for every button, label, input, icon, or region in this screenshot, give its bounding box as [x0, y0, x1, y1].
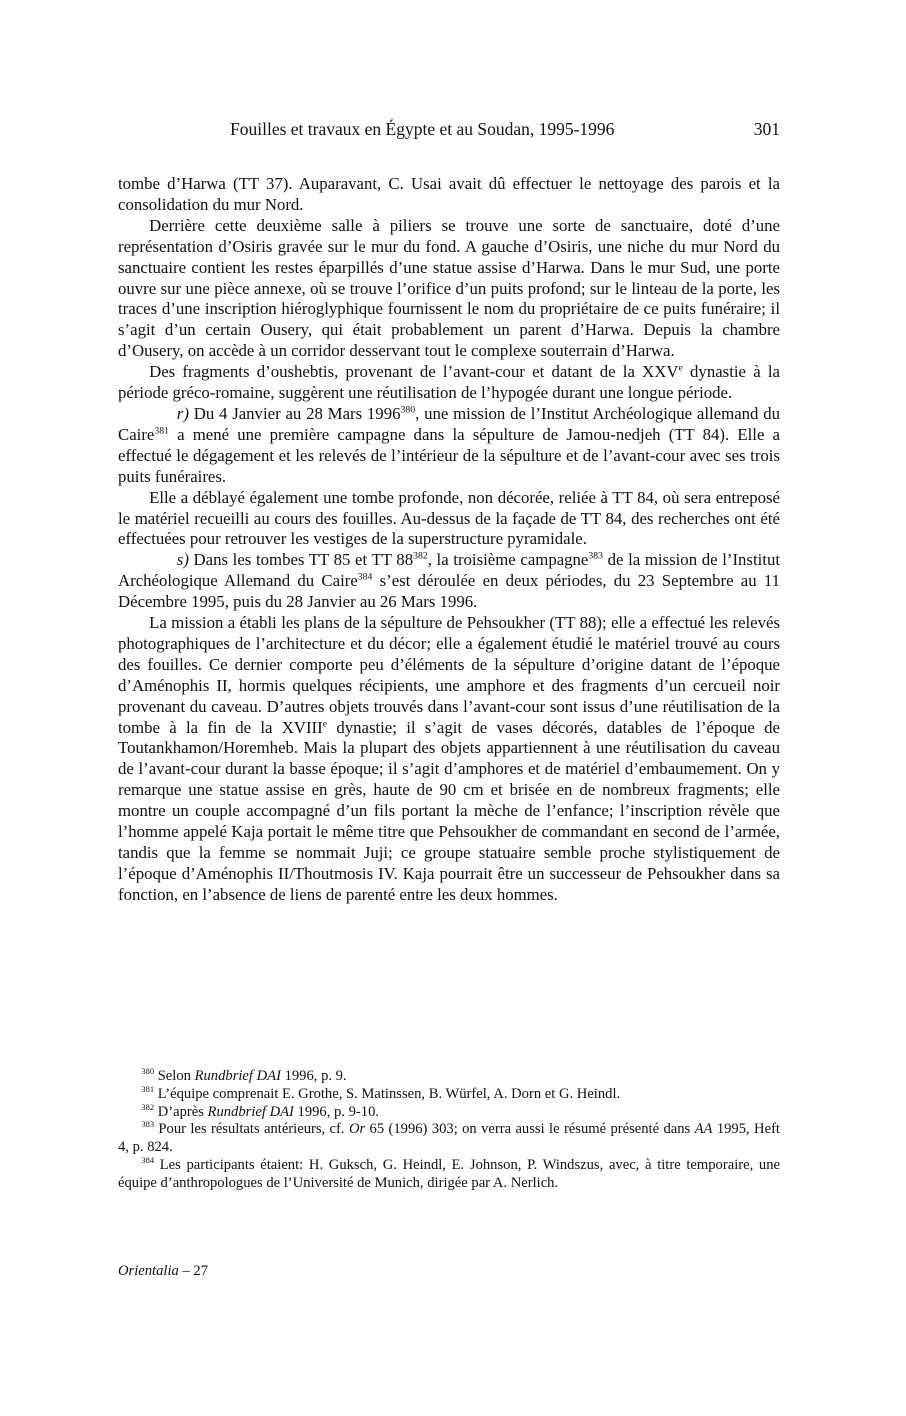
main-text [118, 174, 780, 906]
paragraph-text: , la troisième campagne [427, 550, 589, 570]
superscript: e [322, 717, 328, 729]
footnote-number: 384 [141, 1155, 155, 1166]
footnote-text: Pour les résultats antérieurs, cf. [154, 1121, 349, 1138]
footnote-text: 65 (1996) 303; on verra aussi le résumé présenté dans [365, 1121, 695, 1138]
footnote-381 [118, 1083, 780, 1104]
footnote-text: D’après [154, 1103, 208, 1120]
paragraph-text: Dans les tombes TT 85 et TT 88 [188, 550, 414, 570]
page-number: 301 [753, 119, 780, 139]
footnote-ref: 382 [413, 550, 428, 562]
footnote-number: 383 [141, 1119, 155, 1130]
paragraph-text: Des fragments d’oushebtis, provenant de l’avant-cour et datant de la XXV [149, 362, 679, 382]
paragraph [118, 613, 780, 906]
footnote-text: 1996, p. 9. [280, 1068, 347, 1084]
footnote-380 [118, 1068, 780, 1086]
paragraph [118, 488, 780, 551]
footnote-text: Selon [154, 1068, 195, 1084]
paragraph [118, 174, 780, 216]
section-s-paragraph [118, 550, 780, 613]
footer-separator: – [178, 1263, 194, 1279]
footnote-number: 382 [141, 1101, 155, 1112]
paragraph-text: Derrière cette deuxième salle à piliers se trouve une sorte de sanctuaire, doté d’une représentation d’Osiris gravée sur le mur du fond. A gauche d’Osiris, une niche du mur Nord du sanctuaire contient les restes éparpillés d’une statue assise d’Harwa. Dans le mur Sud, une porte ouvre sur une pièce annexe, où se trouve l’orifice d’un puits profond; sur le linteau de la porte, les traces d’une inscription hiéroglyphique fournissent le nom du propriétaire de ce puits funéraire; il s’agit d’un certain Ousery, qui était probablement un parent d’Harwa. Depuis la chambre d’Ousery, on accède à un corridor desservant tout le complexe souterrain d’Harwa. [118, 215, 780, 361]
running-title: Fouilles et travaux en Égypte et au Soudan, 1995-1996 [230, 119, 615, 139]
paragraph-text: de la mission de l’Institut Archéologique Allemand du Caire [118, 550, 780, 591]
footnote-ref: 383 [588, 550, 603, 562]
signature-number: 27 [193, 1263, 208, 1279]
section-marker: s) [176, 550, 189, 570]
footnote-ref: 384 [357, 571, 373, 583]
footnote-382 [118, 1101, 780, 1122]
footnote-383 [118, 1121, 780, 1157]
footnote-text: L’équipe comprenait E. Grothe, S. Matinssen, B. Würfel, A. Dorn et G. Heindl. [154, 1085, 621, 1102]
paragraph [118, 362, 780, 404]
section-r-paragraph [118, 404, 780, 488]
paragraph-text: dynastie à la période gréco-romaine, suggèrent une réutilisation de l’hypogée durant une longue période. [118, 362, 780, 403]
footnote-text: 1995, Heft 4, p. 824. [118, 1121, 780, 1156]
paragraph-text: Du 4 Janvier au 28 Mars 1996 [188, 403, 401, 423]
footnote-ref: 381 [154, 425, 169, 437]
paragraph-text: , une mission de l’Institut Archéologique allemand du Caire [118, 403, 780, 444]
paragraph-text: s’est déroulée en deux périodes, du 23 Septembre au 11 Décembre 1995, puis du 28 Janvier au 26 Mars 1996. [118, 571, 780, 612]
footnote-citation: Or [348, 1121, 366, 1138]
paragraph-text: dynastie; il s’agit de vases décorés, datables de l’époque de Toutankhamon/Horemheb. Mais la plupart des objets appartiennent à une réutilisation du caveau de l’avant-cour durant la basse époque; il s’agit d’amphores et de matériel d’embaumement. On y remarque une statue assise en grès, haute de 90 cm et brisée en de nombreux fragments; elle montre un couple accompagné d’un fils portant la mèche de l’enfance; l’inscription révèle que l’homme appelé Kaja portait le même titre que Pehsoukher de commandant en second de l’armée, tandis que la femme se nommait Juji; ce groupe statuaire semble proche stylistiquement de l’époque d’Aménophis II/Thoutmosis IV. Kaja pourrait être un successeur de Pehsoukher dans sa fonction, en l’absence de liens de parenté entre les deux hommes. [118, 717, 780, 904]
footnote-384 [118, 1157, 780, 1193]
footnote-number: 381 [141, 1083, 155, 1094]
paragraph-text: La mission a établi les plans de la sépulture de Pehsoukher (TT 88); elle a effectué les relevés photographiques de l’architecture et du décor; elle a également étudié le matériel trouvé au cours des fouilles. Ce dernier comporte peu d’éléments de la sépulture d’origine datant de l’époque d’Aménophis II, hormis quelques récipients, une amphore et des fragments d’un cercueil noir provenant du caveau. D’autres objets trouvés dans l’avant-cour sont issus d’une réutilisation de la tombe à la fin de la XVIII [118, 613, 780, 737]
footnote-citation: AA [694, 1121, 713, 1138]
section-marker: r) [176, 403, 189, 423]
superscript: e [678, 362, 683, 374]
footnote-number: 380 [141, 1066, 155, 1077]
paragraph [118, 216, 780, 362]
paragraph-text: a mené une première campagne dans la sépulture de Jamou-nedjeh (TT 84). Elle a effectué le dégagement et les relevés de l’intérieur de la sépulture et de l’avant-cour avec ses trois puits funéraires. [118, 424, 780, 486]
footnotes [118, 1068, 780, 1193]
footnote-text: 1996, p. 9-10. [293, 1103, 380, 1120]
footnote-citation: Rundbrief DAI [207, 1103, 294, 1120]
footnote-text: Les participants étaient: H. Guksch, G. Heindl, E. Johnson, P. Windszus, avec, à titre temporaire, une équipe d’anthropologues de l’Université de Munich, dirigée par A. Nerlich. [118, 1156, 780, 1191]
page-footer [118, 1262, 208, 1280]
paragraph-text: Elle a déblayé également une tombe profonde, non décorée, reliée à TT 84, où sera entreposé le matériel recueilli au cours des fouilles. Au-dessus de la façade de TT 84, des recherches ont été effectuées pour retrouver les vestiges de la superstructure pyramidale. [118, 487, 780, 549]
footnote-citation: Rundbrief DAI [194, 1068, 281, 1084]
journal-name: Orientalia [118, 1263, 179, 1279]
footnote-ref: 380 [400, 404, 416, 416]
paragraph-text: tombe d’Harwa (TT 37). Auparavant, C. Usai avait dû effectuer le nettoyage des parois et la consolidation du mur Nord. [118, 174, 780, 214]
